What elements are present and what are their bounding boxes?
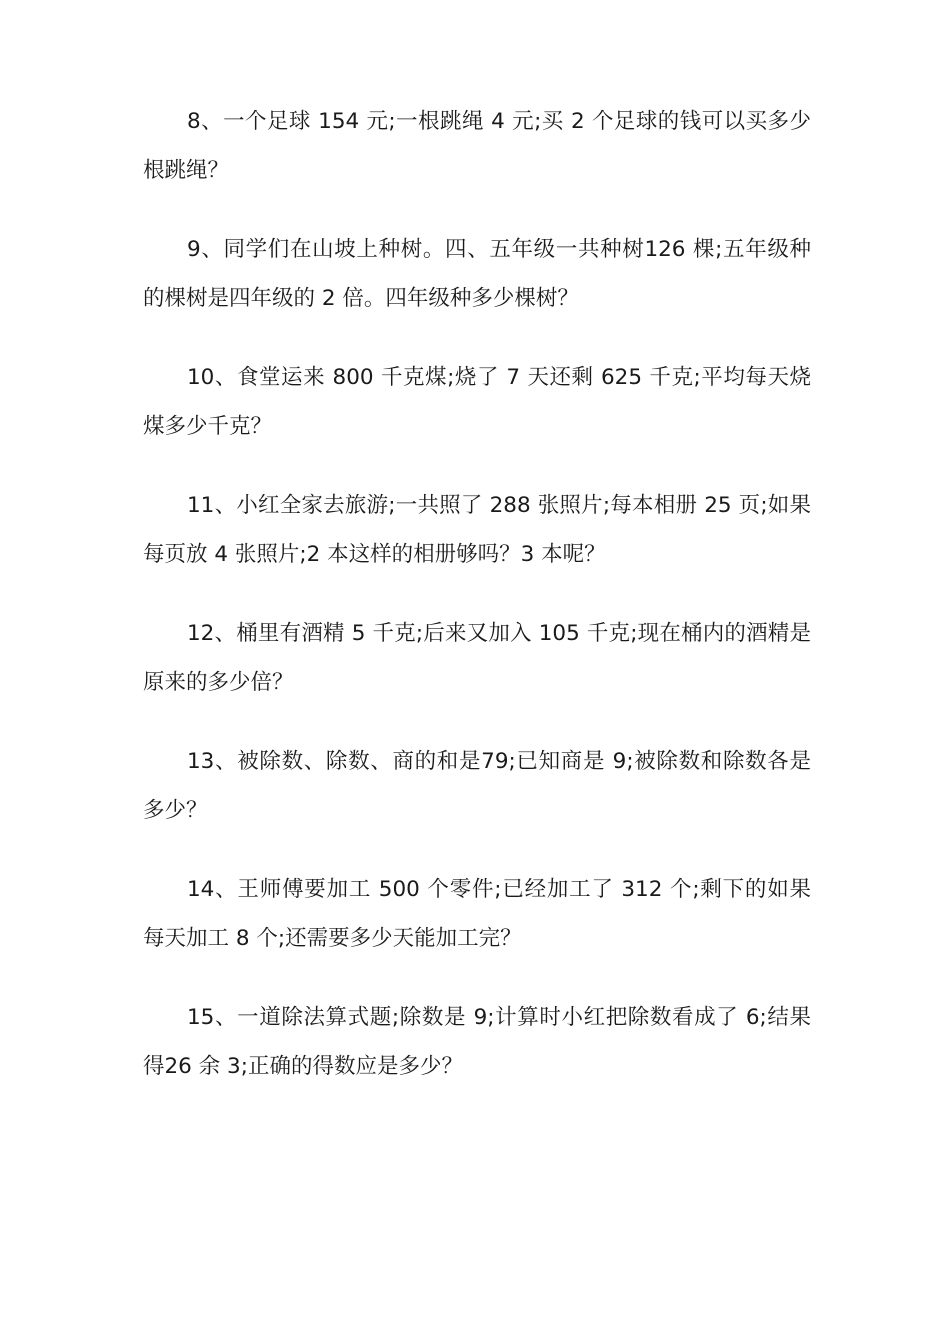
problem-item-12: 12、桶里有酒精 5 千克;后来又加入 105 千克;现在桶内的酒精是原来的多少倍？ bbox=[143, 621, 811, 695]
problem-item-8: 8、一个足球 154 元;一根跳绳 4 元;买 2 个足球的钱可以买多少根跳绳？ bbox=[143, 109, 811, 183]
problem-item-10: 10、食堂运来 800 千克煤;烧了 7 天还剩 625 千克;平均每天烧煤多少千克？ bbox=[143, 365, 811, 439]
problem-item-11: 11、小红全家去旅游;一共照了 288 张照片;每本相册 25 页;如果每页放 4 张照片;2 本这样的相册够吗？3 本呢？ bbox=[143, 493, 811, 567]
problem-item-14: 14、王师傅要加工 500 个零件;已经加工了 312 个;剩下的如果每天加工 8 个;还需要多少天能加工完？ bbox=[143, 877, 811, 951]
problem-item-15: 15、一道除法算式题;除数是 9;计算时小红把除数看成了 6;结果得26 余 3;正确的得数应是多少？ bbox=[143, 1005, 811, 1079]
problem-item-9: 9、同学们在山坡上种树。四、五年级一共种树126 棵;五年级种的棵树是四年级的 2 倍。四年级种多少棵树？ bbox=[143, 237, 811, 311]
problem-item-13: 13、被除数、除数、商的和是79;已知商是 9;被除数和除数各是多少？ bbox=[143, 749, 811, 823]
problem-list bbox=[143, 97, 811, 1121]
